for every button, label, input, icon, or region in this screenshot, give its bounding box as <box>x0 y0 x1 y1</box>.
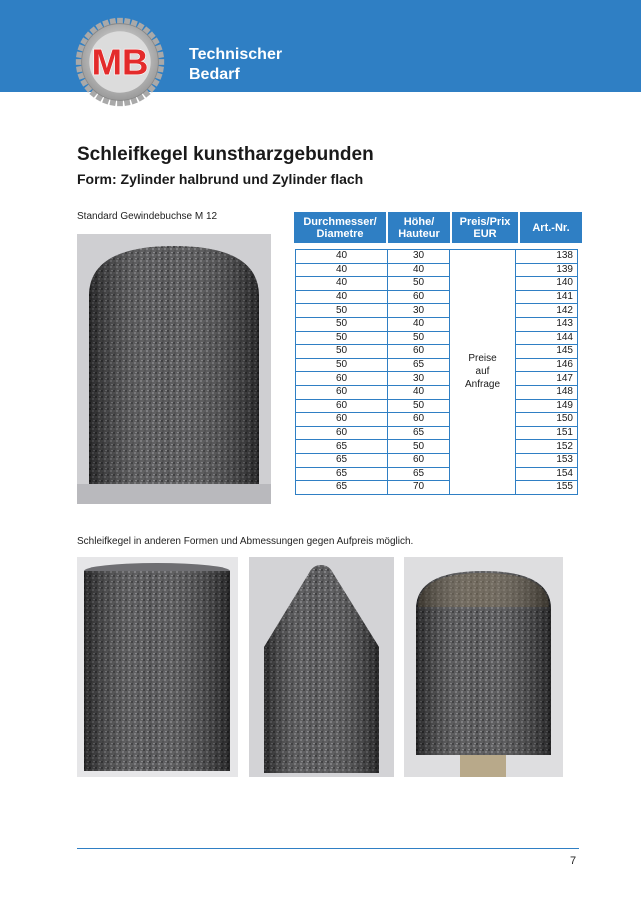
product-table <box>295 249 578 495</box>
table-row <box>296 385 578 399</box>
col-header-article: Art.-Nr. <box>520 212 582 243</box>
table-row <box>296 399 578 413</box>
col-header-height: Höhe/ Hauteur <box>388 212 450 243</box>
col-header-diameter: Durchmesser/ Diametre <box>294 212 386 243</box>
cell-diameter: 65 <box>296 481 388 495</box>
cell-height: 60 <box>388 413 450 427</box>
cell-article-number: 143 <box>516 317 578 331</box>
cell-article-number: 148 <box>516 385 578 399</box>
page-subtitle: Form: Zylinder halbrund und Zylinder flach <box>77 171 364 187</box>
cell-height: 65 <box>388 358 450 372</box>
page-number: 7 <box>570 855 577 867</box>
cell-height: 40 <box>388 263 450 277</box>
brand-line-1: Technischer <box>189 46 283 63</box>
table-row <box>296 290 578 304</box>
cell-diameter: 60 <box>296 426 388 440</box>
cell-height: 65 <box>388 426 450 440</box>
cell-article-number: 147 <box>516 372 578 386</box>
cell-height: 50 <box>388 277 450 291</box>
table-row <box>296 250 578 264</box>
cell-diameter: 65 <box>296 453 388 467</box>
cell-height: 30 <box>388 372 450 386</box>
cell-height: 50 <box>388 440 450 454</box>
cell-diameter: 50 <box>296 331 388 345</box>
cell-height: 60 <box>388 290 450 304</box>
table-row <box>296 481 578 495</box>
table-row <box>296 372 578 386</box>
cell-height: 40 <box>388 317 450 331</box>
cell-diameter: 40 <box>296 277 388 291</box>
cell-diameter: 60 <box>296 413 388 427</box>
cell-diameter: 60 <box>296 372 388 386</box>
product-photo-round-cylinder <box>77 234 271 504</box>
product-photo-flat-cylinder <box>77 557 238 777</box>
table-row <box>296 358 578 372</box>
cell-height: 60 <box>388 453 450 467</box>
cell-height: 65 <box>388 467 450 481</box>
cell-article-number: 151 <box>516 426 578 440</box>
cell-article-number: 149 <box>516 399 578 413</box>
table-row <box>296 345 578 359</box>
table-header <box>294 212 582 243</box>
product-photo-cone <box>249 557 394 777</box>
cell-diameter: 65 <box>296 440 388 454</box>
cell-diameter: 40 <box>296 290 388 304</box>
cell-article-number: 140 <box>516 277 578 291</box>
table-row <box>296 453 578 467</box>
cell-diameter: 40 <box>296 263 388 277</box>
company-logo <box>72 14 168 110</box>
table-row <box>296 331 578 345</box>
cell-diameter: 65 <box>296 467 388 481</box>
logo-lettering: MB <box>91 41 149 83</box>
cell-article-number: 138 <box>516 250 578 264</box>
table-row <box>296 317 578 331</box>
table-row <box>296 440 578 454</box>
cell-diameter: 60 <box>296 385 388 399</box>
cell-article-number: 152 <box>516 440 578 454</box>
cell-height: 30 <box>388 304 450 318</box>
thread-caption: Standard Gewindebuchse M 12 <box>77 211 218 222</box>
cell-article-number: 139 <box>516 263 578 277</box>
brand-name <box>189 45 282 85</box>
other-shapes-note: Schleifkegel in anderen Formen und Abmessungen gegen Aufpreis möglich. <box>77 536 414 547</box>
col-header-price: Preis/Prix EUR <box>452 212 518 243</box>
brand-line-2: Bedarf <box>189 66 240 83</box>
table-row <box>296 277 578 291</box>
cell-article-number: 150 <box>516 413 578 427</box>
table-row <box>296 263 578 277</box>
cell-diameter: 50 <box>296 358 388 372</box>
cell-diameter: 40 <box>296 250 388 264</box>
cell-diameter: 50 <box>296 317 388 331</box>
page-title: Schleifkegel kunstharzgebunden <box>77 144 374 165</box>
price-on-request: Preise auf Anfrage <box>450 250 516 495</box>
cell-article-number: 153 <box>516 453 578 467</box>
cell-article-number: 144 <box>516 331 578 345</box>
cell-height: 50 <box>388 399 450 413</box>
cell-article-number: 155 <box>516 481 578 495</box>
cell-diameter: 50 <box>296 304 388 318</box>
table-row <box>296 413 578 427</box>
table-row <box>296 426 578 440</box>
table-row <box>296 467 578 481</box>
cell-height: 30 <box>388 250 450 264</box>
cell-article-number: 145 <box>516 345 578 359</box>
cell-article-number: 146 <box>516 358 578 372</box>
cell-height: 60 <box>388 345 450 359</box>
cell-article-number: 154 <box>516 467 578 481</box>
cell-height: 40 <box>388 385 450 399</box>
cell-height: 70 <box>388 481 450 495</box>
cell-height: 50 <box>388 331 450 345</box>
table-row <box>296 304 578 318</box>
footer-rule <box>77 848 579 849</box>
product-photo-dome-cylinder <box>404 557 563 777</box>
cell-article-number: 141 <box>516 290 578 304</box>
cell-diameter: 50 <box>296 345 388 359</box>
cell-article-number: 142 <box>516 304 578 318</box>
cell-diameter: 60 <box>296 399 388 413</box>
